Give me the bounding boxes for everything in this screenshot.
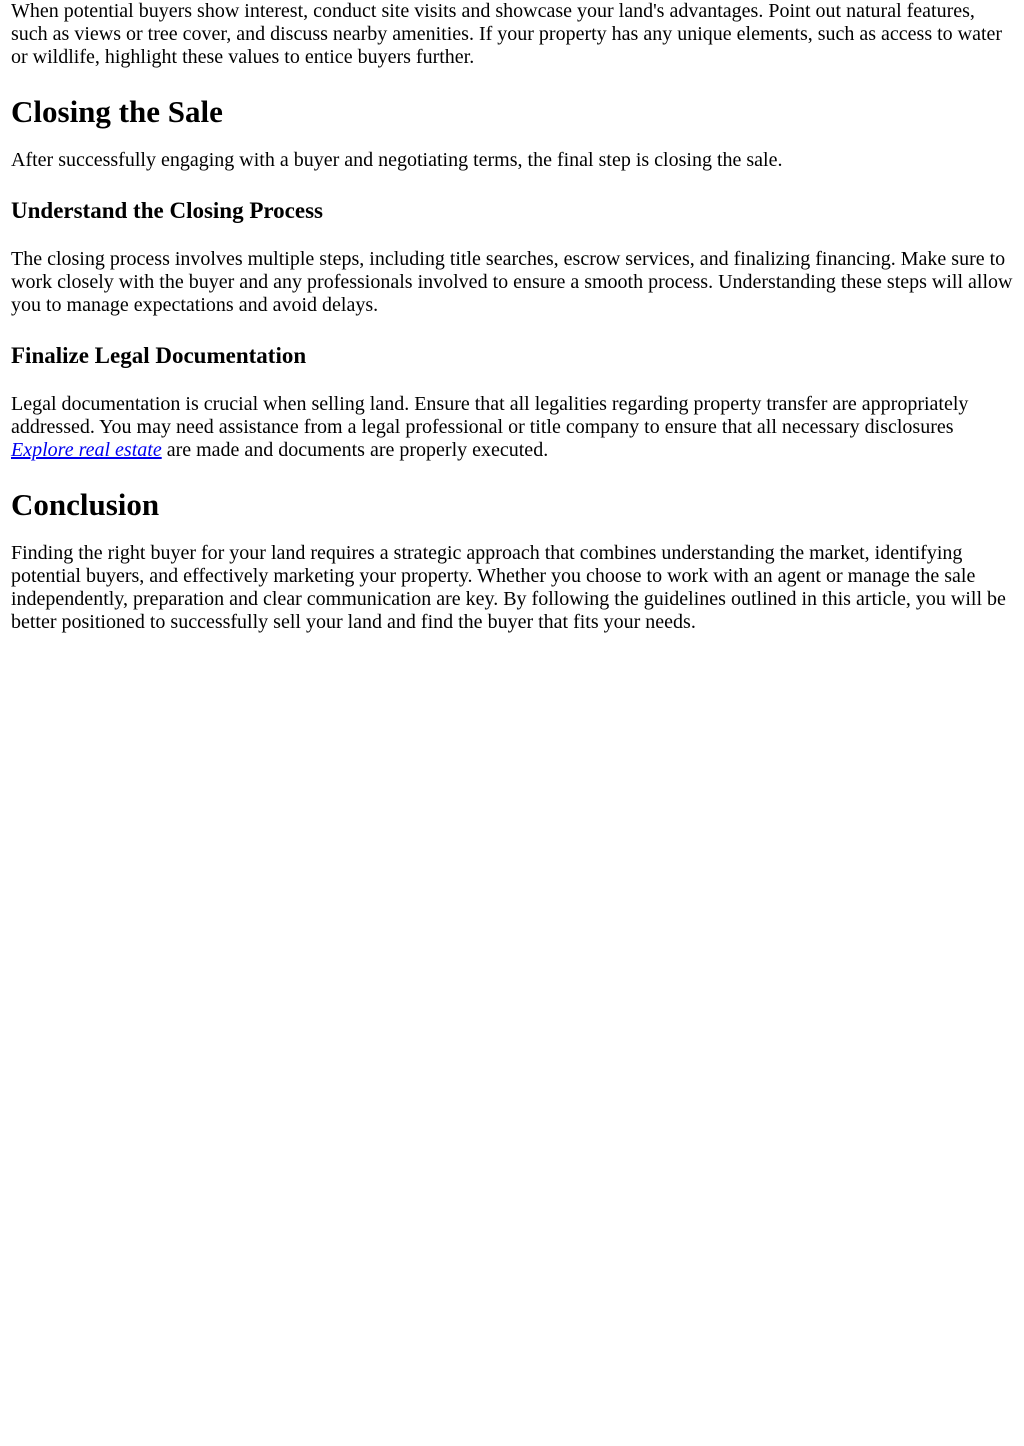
- article-body: [0, 0, 1024, 634]
- closing-sale-paragraph: After successfully engaging with a buyer and negotiating terms, the final step is closing the sale.: [11, 149, 783, 171]
- conclusion-paragraph: Finding the right buyer for your land requires a strategic approach that combines understanding the market, identifying potential buyers, and effectively marketing your property. Whether you choose to work with an agent or manage the sale independently, preparation and clear communication are key. By following the guidelines outlined in this article, you will be better positioned to successfully sell your land and find the buyer that fits your needs.: [11, 542, 1006, 633]
- intro-paragraph: When potential buyers show interest, conduct site visits and showcase your land's advantages. Point out natural features, such as views or tree cover, and discuss nearby amenities. If your property has any unique elements, such as access to water or wildlife, highlight these values to entice buyers further.: [11, 0, 1003, 68]
- conclusion-heading: Conclusion: [11, 487, 160, 522]
- closing-sale-heading: Closing the Sale: [11, 94, 223, 129]
- closing-process-heading: Understand the Closing Process: [11, 198, 324, 223]
- legal-text-before: Legal documentation is crucial when selling land. Ensure that all legalities regarding property transfer are appropriately addressed. You may need assistance from a legal professional or title company to ensure that all necessary disclosures: [11, 393, 969, 438]
- legal-text-after: are made and documents are properly executed.: [161, 439, 549, 461]
- closing-process-paragraph: The closing process involves multiple steps, including title searches, escrow services, and finalizing financing. Make sure to work closely with the buyer and any professionals involved to ensure a smooth process. Understanding these steps will allow you to manage expectations and avoid delays.: [11, 248, 1013, 316]
- legal-documentation-paragraph: [11, 393, 1014, 462]
- legal-documentation-heading: Finalize Legal Documentation: [11, 343, 307, 368]
- explore-real-estate-link[interactable]: Explore real estate: [11, 439, 162, 461]
